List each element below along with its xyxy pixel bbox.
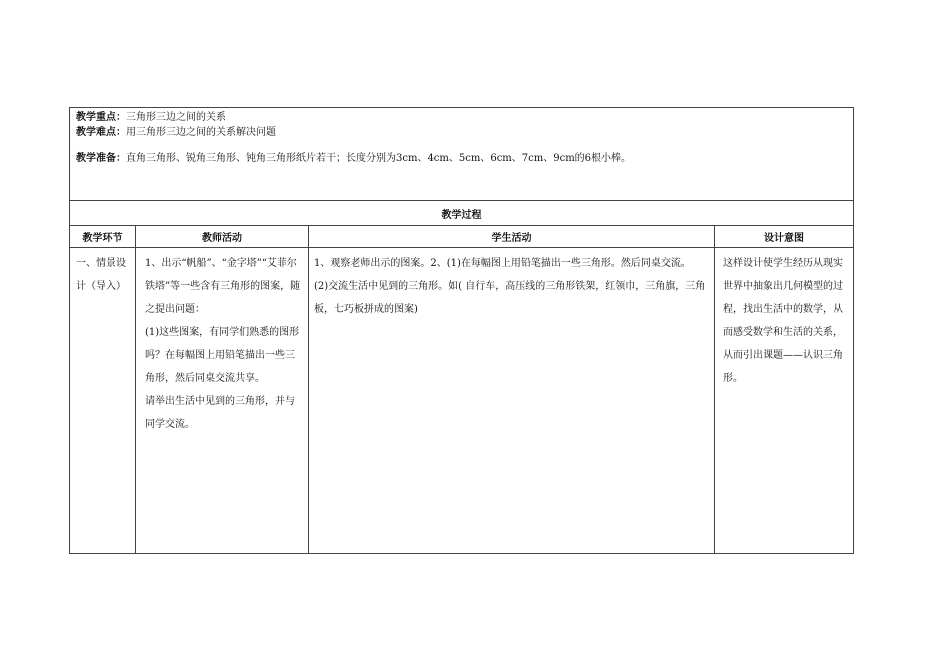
stage-text: 一、情景设计（导入） (76, 258, 126, 292)
header-student: 学生活动 (309, 226, 715, 248)
preparation-label: 教学准备： (76, 153, 126, 164)
design-intent-text: 这样设计使学生经历从现实世界中抽象出几何模型的过程，找出生活中的数学，从而感受数学和生活的关系，从而引出课题——认识三角形。 (723, 258, 843, 384)
key-point-label: 教学重点： (76, 112, 126, 123)
teacher-activity-cell (136, 248, 309, 554)
student-activity-cell (309, 248, 715, 554)
student-paragraph-2: (2)交流生活中见到的三角形。如( 自行车，高压线的三角形铁架，红领巾，三角旗，三角板，七巧板拼成的图案) (314, 281, 706, 315)
process-title: 教学过程 (70, 201, 854, 226)
header-stage: 教学环节 (70, 226, 136, 248)
header-teacher: 教师活动 (136, 226, 309, 248)
header-intent: 设计意图 (715, 226, 854, 248)
lesson-info-cell (70, 108, 854, 201)
difficult-point-text: 用三角形三边之间的关系解决问题 (126, 127, 276, 138)
preparation-text: 直角三角形、锐角三角形、钝角三角形纸片若干；长度分别为3cm、4cm、5cm、6cm、7cm、9cm的6根小棒。 (126, 153, 632, 164)
difficult-point-line (76, 125, 847, 140)
teacher-paragraph-3: 请举出生活中见到的三角形，并与同学交流。 (145, 396, 295, 430)
key-point-line (76, 110, 847, 125)
student-paragraph-1: 1、观察老师出示的图案。2、(1)在每幅图上用铅笔描出一些三角形。然后同桌交流。 (314, 258, 691, 269)
key-point-text: 三角形三边之间的关系 (126, 112, 226, 123)
preparation-line (76, 151, 847, 166)
teacher-paragraph-1: 1、出示“帆船”、“金字塔”“艾菲尔铁塔”等一些含有三角形的图案，随之提出问题： (145, 258, 301, 315)
lesson-plan-table (69, 107, 854, 554)
design-intent-cell (715, 248, 854, 554)
difficult-point-label: 教学难点： (76, 127, 126, 138)
table-row (70, 248, 854, 554)
stage-cell (70, 248, 136, 554)
teacher-paragraph-2: (1)这些图案，有同学们熟悉的图形吗？在每幅图上用铅笔描出一些三角形，然后同桌交流共享。 (145, 327, 300, 384)
